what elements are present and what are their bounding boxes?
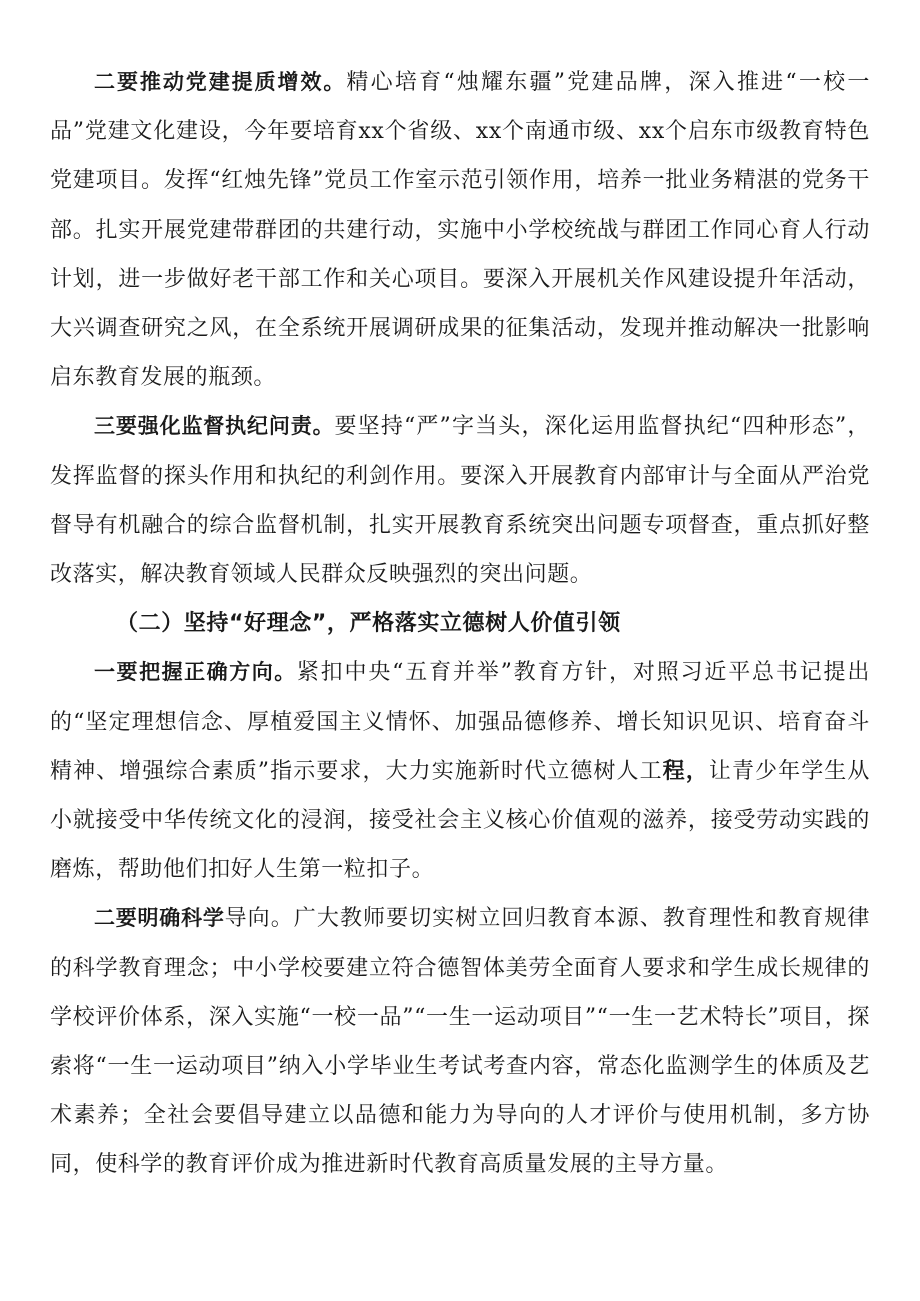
paragraph-lead: 一要把握正确方向。 xyxy=(94,660,297,685)
document-page xyxy=(50,58,870,1190)
paragraph-body-continued: 让青少年学生从小就接受中华传统文化的浸润，接受社会主义核心价值观的滋养，接受劳动实践的磨炼，帮助他们扣好人生第一粒扣子。 xyxy=(50,758,870,883)
paragraph-body: 精心培育“烛耀东疆”党建品牌，深入推进“一校一品”党建文化建设，今年要培育xx个省级、xx个南通市级、xx个启东市级教育特色党建项目。发挥“红烛先锋”党员工作室示范引领作用，培养一批业务精湛的党务干部。扎实开展党建带群团的共建行动，实施中小学校统战与群团工作同心育人行动计划，进一步做好老干部工作和关心项目。要深入开展机关作风建设提升年活动，大兴调查研究之风，在全系统开展调研成果的征集活动，发现并推动解决一批影响启东教育发展的瓶颈。 xyxy=(50,70,870,391)
paragraph-body: 紧扣中央“五育并举”教育方针，对照习近平总书记提出的“坚定理想信念、厚植爱国主义情怀、加强品德修养、增长知识见识、培育奋斗精神、增强综合素质”指示要求，大力实施新时代立德树人工 xyxy=(50,660,870,784)
paragraph-supervision xyxy=(50,402,870,599)
paragraph-body: 要坚持“严”字当头，深化运用监督执纪“四种形态”，发挥监督的探头作用和执纪的利剑作用。要深入开展教育内部审计与全面从严治党督导有机融合的综合监督机制，扎实开展教育系统突出问题专项督查，重点抓好整改落实，解决教育领域人民群众反映强烈的突出问题。 xyxy=(50,414,870,588)
paragraph-direction xyxy=(50,648,870,894)
paragraph-scientific-guidance xyxy=(50,894,870,1189)
paragraph-lead: 二要明确科学 xyxy=(94,906,225,931)
paragraph-lead: 二要推动党建提质增效。 xyxy=(94,70,347,94)
paragraph-bold-fragment: 程， xyxy=(662,758,709,784)
paragraph-body: 导向。广大教师要切实树立回归教育本源、教育理性和教育规律的科学教育理念；中小学校要建立符合德智体美劳全面育人要求和学生成长规律的学校评价体系，深入实施“一校一品”“一生一运动项目”“一生一艺术特长”项目，探索将“一生一运动项目”纳入小学毕业生考试考查内容，常态化监测学生的体质及艺术素养；全社会要倡导建立以品德和能力为导向的人才评价与使用机制，多方协同，使科学的教育评价成为推进新时代教育高质量发展的主导方量。 xyxy=(50,906,870,1178)
paragraph-lead: 三要强化监督执纪问责。 xyxy=(94,414,335,439)
paragraph-party-building xyxy=(50,58,870,402)
section-heading: （二）坚持“好理念”，严格落实立德树人价值引领 xyxy=(116,611,621,637)
